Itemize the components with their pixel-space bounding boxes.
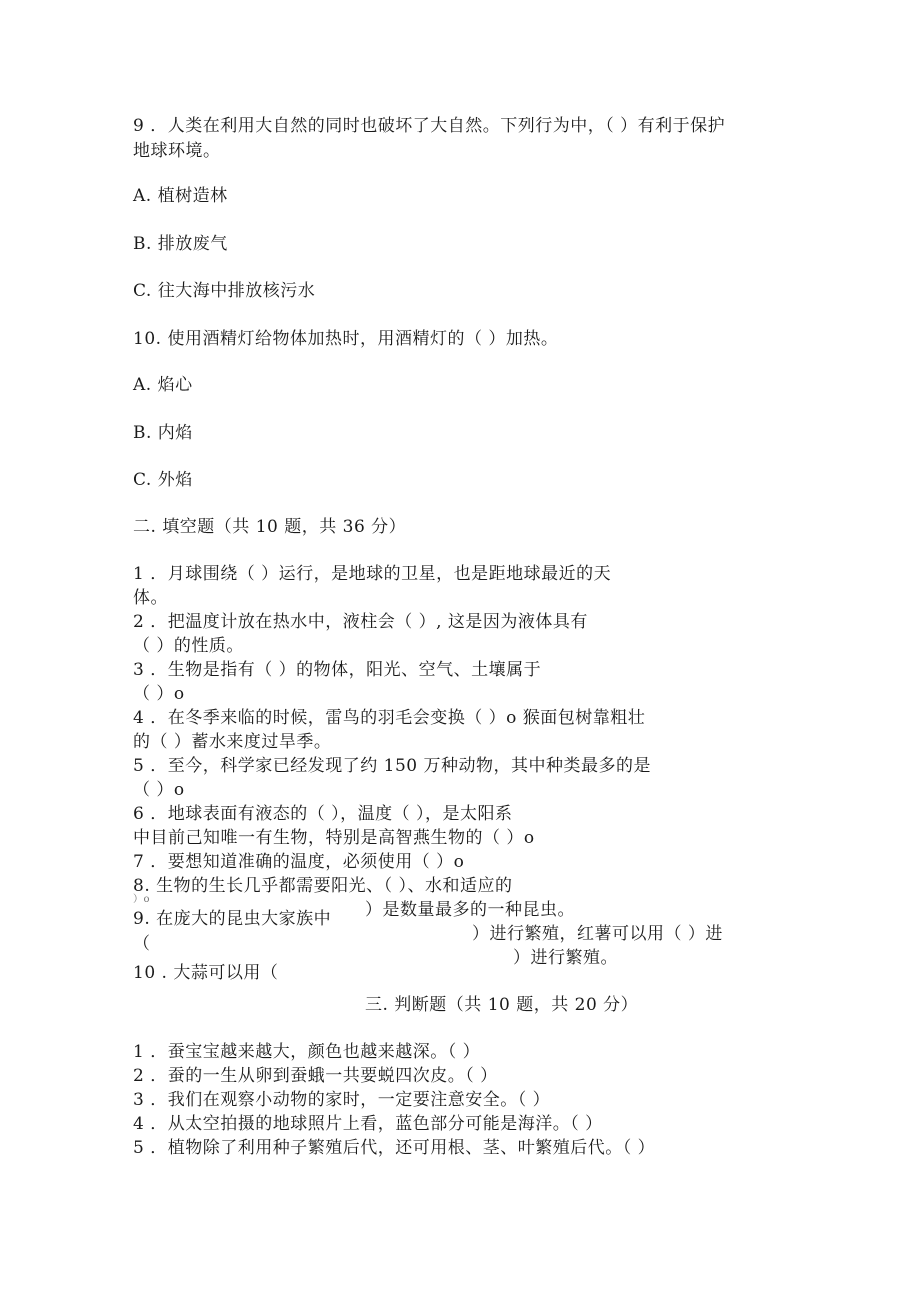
fill-line: ）进行繁殖，红薯可以用（ ）进 [472, 924, 723, 944]
q9-option-a: A. 植树造林 [133, 186, 228, 206]
fill-line: 体。 [133, 588, 168, 608]
q10-option-c: C. 外焰 [133, 470, 193, 490]
q10-option-a: A. 焰心 [133, 375, 193, 395]
q9-line1: 9 ．人类在利用大自然的同时也破坏了大自然。下列行为中，（ ）有利于保护 [133, 116, 726, 136]
fill-line: 2 ．把温度计放在热水中，液柱会（ ）, 这是因为液体具有 [133, 612, 588, 632]
fill-line: 10 . 大蒜可以用（ [133, 963, 279, 983]
q9-option-c: C. 往大海中排放核污水 [133, 281, 316, 301]
fill-line: ）进行繁殖。 [513, 948, 618, 968]
fill-line: 4 ．在冬季来临的时候，雷鸟的羽毛会变换（ ）o 猴面包树靠粗壮 [133, 708, 646, 728]
fill-line: （ ）的性质。 [133, 636, 244, 656]
fill-section-heading: 二. 填空题（共 10 题，共 36 分） [133, 517, 407, 537]
fill-line: 6 ．地球表面有液态的（ ），温度（ ），是太阳系 [133, 804, 513, 824]
fill-line: 中目前己知唯一有生物，特别是高智燕生物的（ ）o [133, 828, 535, 848]
q10-option-b: B. 内焰 [133, 423, 193, 443]
judge-item: 3 ．我们在观察小动物的家时，一定要注意安全。（ ） [133, 1090, 551, 1110]
judge-item: 1 ．蚕宝宝越来越大，颜色也越来越深。（ ） [133, 1042, 481, 1062]
fill-line: 5 ．至今，科学家已经发现了约 150 万种动物，其中种类最多的是 [133, 756, 651, 776]
fill-line: （ [133, 934, 151, 954]
fill-line: 3 ．生物是指有（ ）的物体，阳光、空气、土壤属于 [133, 660, 542, 680]
fill-line: 8. 生物的生长几乎都需要阳光、（ ）、水和适应的 [133, 876, 513, 896]
q9-option-b: B. 排放废气 [133, 234, 228, 254]
judge-section-heading: 三. 判断题（共 10 题，共 20 分） [365, 995, 639, 1015]
q9-line2: 地球环境。 [133, 141, 221, 161]
q10-text: 10. 使用酒精灯给物体加热时，用酒精灯的（ ）加热。 [133, 329, 559, 349]
judge-item: 4 ．从太空拍摄的地球照片上看，蓝色部分可能是海洋。（ ） [133, 1114, 603, 1134]
judge-item: 2 ．蚕的一生从卵到蚕蛾一共要蜕四次皮。（ ） [133, 1066, 498, 1086]
fill-line: ）是数量最多的一种昆虫。 [365, 900, 575, 920]
fill-line: 1 ．月球围绕（ ）运行，是地球的卫星，也是距地球最近的天 [133, 564, 612, 584]
fill-line: 7 ．要想知道准确的温度，必须使用（ ）o [133, 852, 465, 872]
fill-line: （ ）o [133, 684, 185, 704]
fill-line: 的（ ）蓄水来度过旱季。 [133, 732, 332, 752]
judge-item: 5 ．植物除了利用种子繁殖后代，还可用根、茎、叶繁殖后代。（ ） [133, 1138, 656, 1158]
fill-line: （ ）o [133, 780, 185, 800]
fill-line-fragment: ）o [133, 894, 151, 905]
fill-line: 9. 在庞大的昆虫大家族中 [133, 909, 332, 929]
